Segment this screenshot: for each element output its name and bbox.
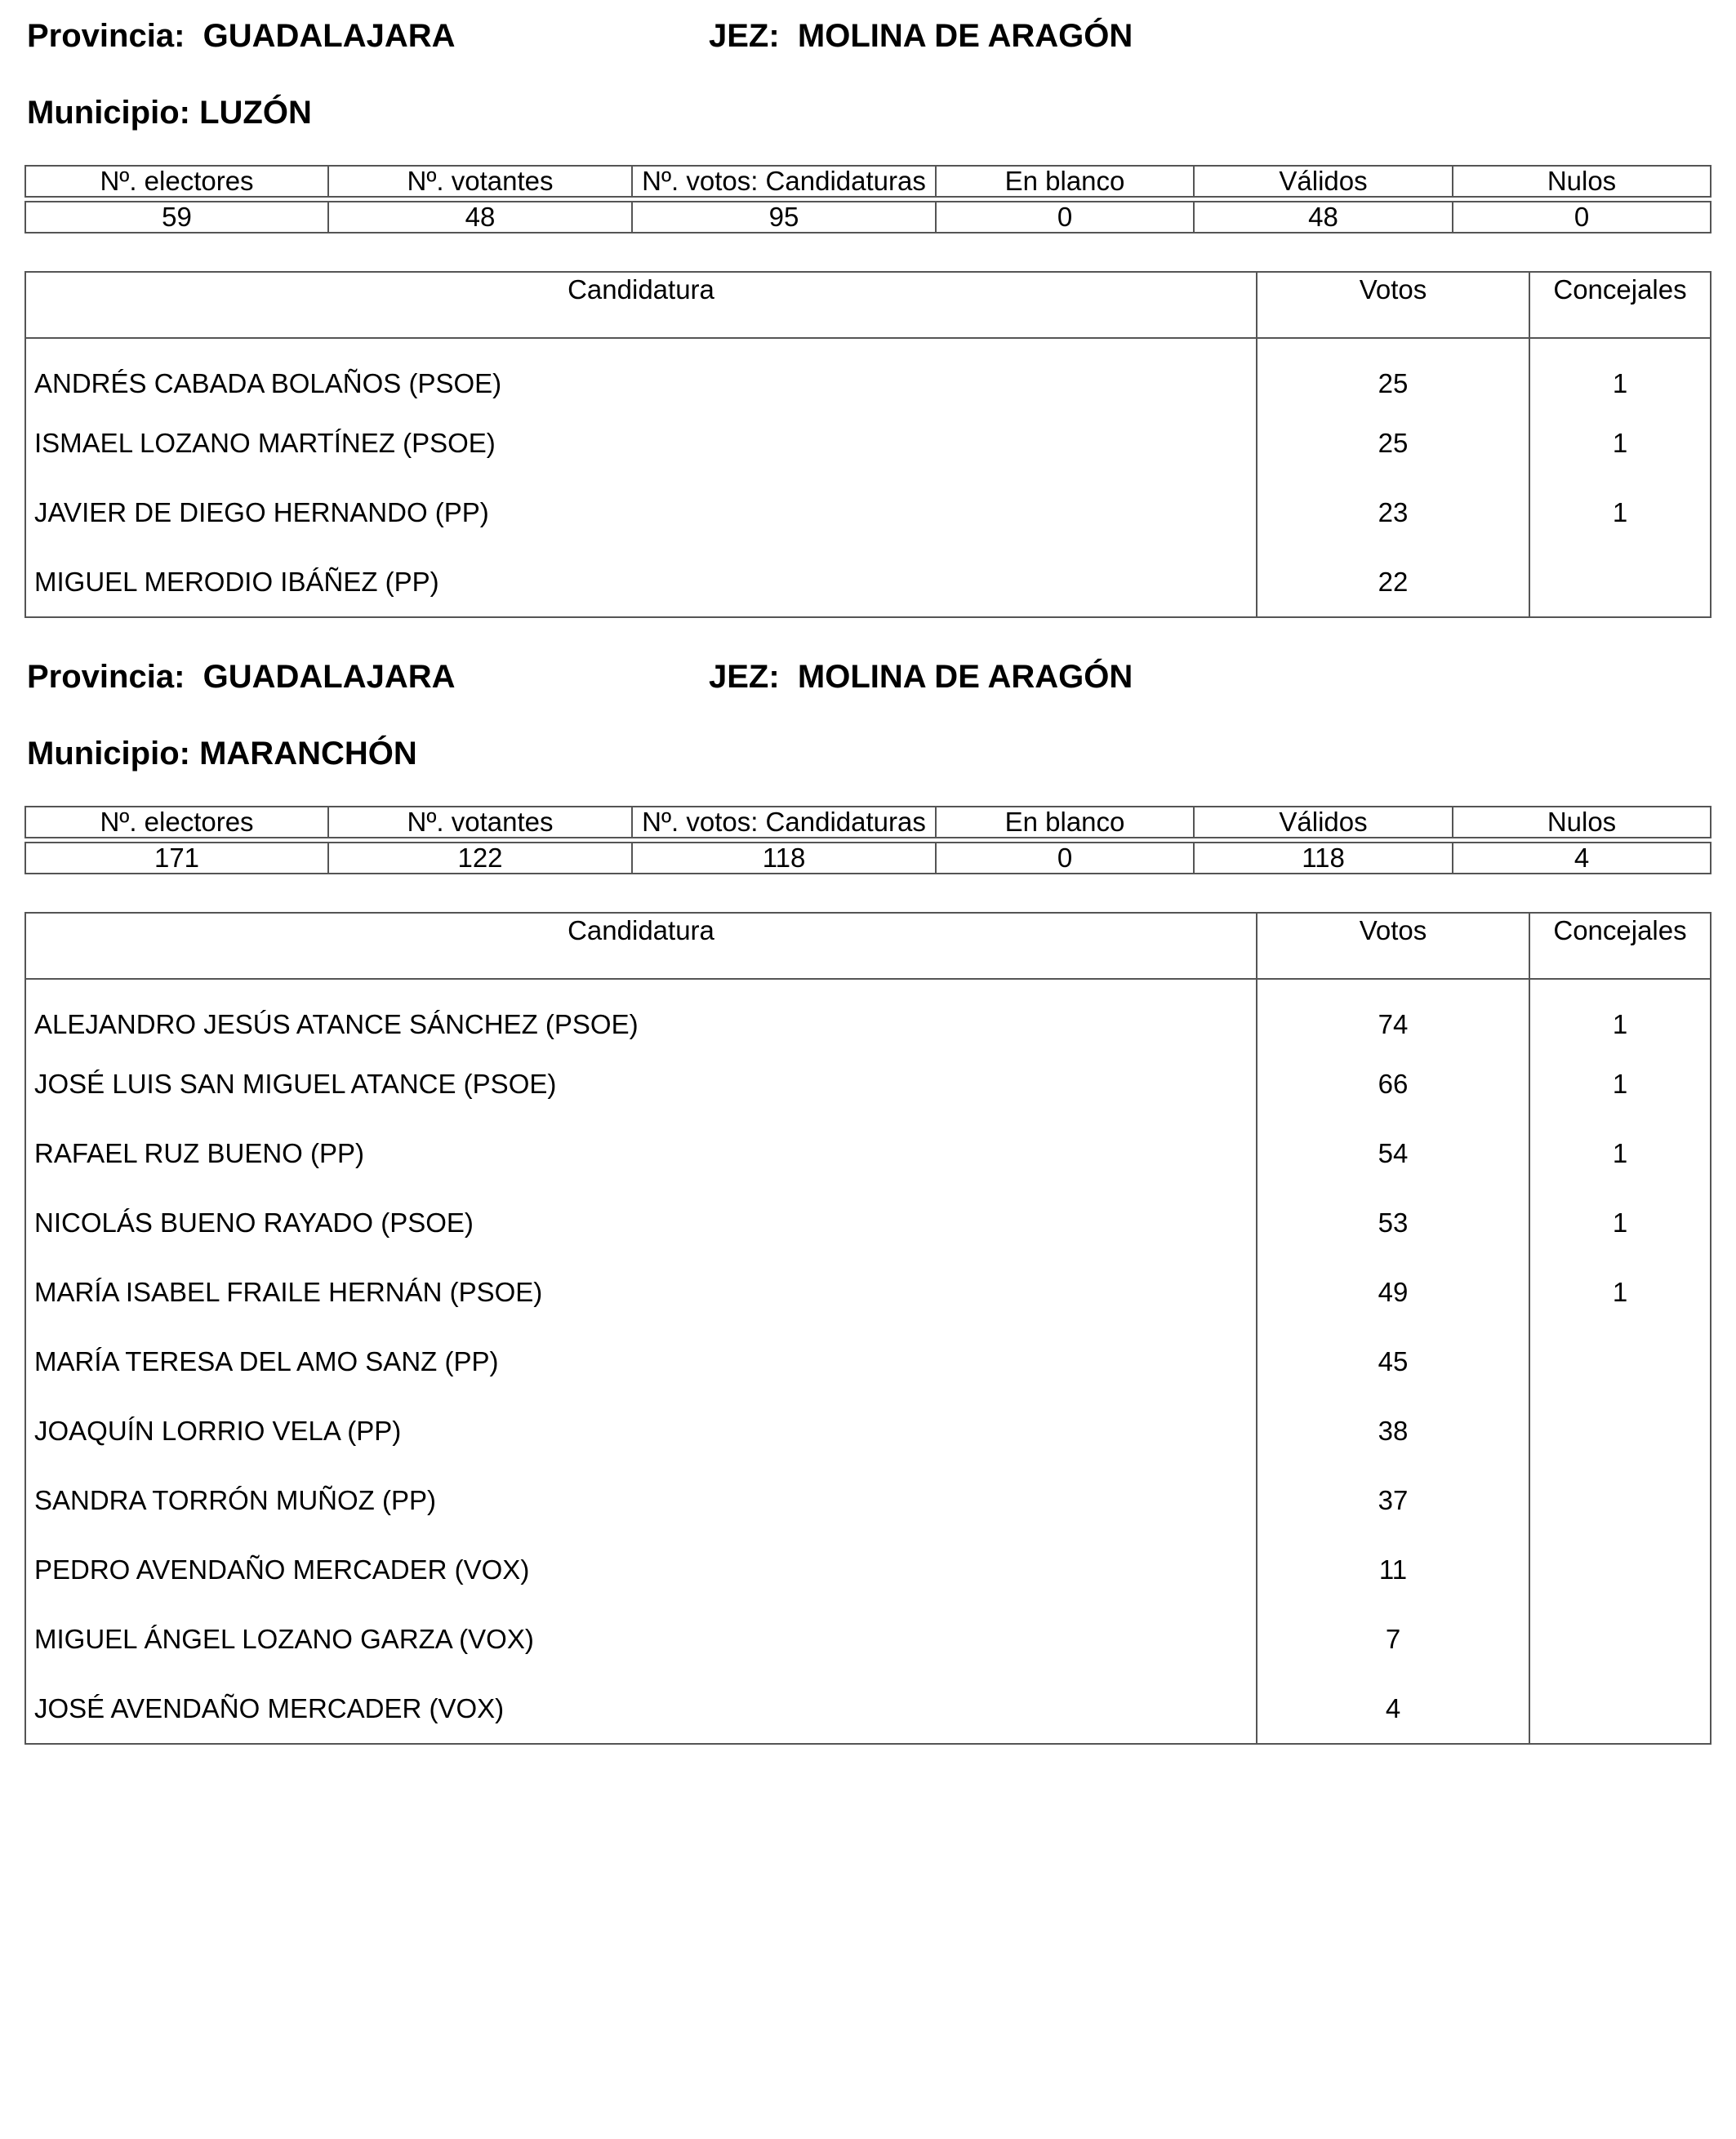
provincia-label: Provincia: [27,659,185,695]
candidate-votos: 66 [1257,1049,1529,1118]
candidate-name: ALEJANDRO JESÚS ATANCE SÁNCHEZ (PSOE) [25,979,1257,1049]
candidate-name: MARÍA TERESA DEL AMO SANZ (PP) [25,1327,1257,1396]
summary-header-cell: Nulos [1453,166,1711,197]
provincia-value: GUADALAJARA [203,18,456,54]
candidate-row [25,1535,1711,1604]
jez-label: JEZ: [709,659,780,695]
candidate-row [25,408,1711,478]
summary-header-cell: Válidos [1194,166,1453,197]
summary-value-row [25,843,1711,874]
jez-value: MOLINA DE ARAGÓN [797,659,1133,695]
jez-label: JEZ: [709,18,780,54]
candidate-name: RAFAEL RUZ BUENO (PP) [25,1118,1257,1188]
candidate-row [25,1604,1711,1674]
candidate-concejales: 1 [1529,1257,1711,1327]
jez-line [709,16,1133,56]
candidate-votos: 38 [1257,1396,1529,1465]
provincia-line [27,657,456,696]
summary-header-cell: Nº. votantes [328,807,632,838]
candidate-name: MARÍA ISABEL FRAILE HERNÁN (PSOE) [25,1257,1257,1327]
municipio-value: LUZÓN [199,95,312,131]
summary-header-row [25,166,1711,197]
municipio-value: MARANCHÓN [199,736,417,772]
summary-header-cell: En blanco [936,166,1194,197]
summary-header-cell: Nulos [1453,807,1711,838]
candidate-row [25,1465,1711,1535]
candidate-name: PEDRO AVENDAÑO MERCADER (VOX) [25,1535,1257,1604]
candidate-votos: 11 [1257,1535,1529,1604]
candidate-votos: 54 [1257,1118,1529,1188]
candidate-votos: 49 [1257,1257,1529,1327]
candidate-row [25,1118,1711,1188]
candidate-votos: 37 [1257,1465,1529,1535]
municipio-label: Municipio: [27,95,190,131]
candidate-name: SANDRA TORRÓN MUÑOZ (PP) [25,1465,1257,1535]
summary-value-cell: 118 [632,843,936,874]
candidate-concejales [1529,1535,1711,1604]
candidate-concejales: 1 [1529,1188,1711,1257]
candidate-row [25,478,1711,547]
candidate-name: MIGUEL MERODIO IBÁÑEZ (PP) [25,547,1257,617]
summary-header-cell: Válidos [1194,807,1453,838]
summary-header-cell: Nº. votos: Candidaturas [632,807,936,838]
summary-value-cell: 0 [936,843,1194,874]
provincia-line [27,16,456,56]
candidate-votos: 4 [1257,1674,1529,1744]
summary-header-cell: Nº. electores [25,807,328,838]
candidate-row [25,1674,1711,1744]
summary-value-cell: 0 [1453,202,1711,233]
candidate-name: MIGUEL ÁNGEL LOZANO GARZA (VOX) [25,1604,1257,1674]
summary-value-cell: 95 [632,202,936,233]
candidate-name: JOSÉ LUIS SAN MIGUEL ATANCE (PSOE) [25,1049,1257,1118]
candidates-header-row [25,913,1711,979]
concejales-header: Concejales [1529,272,1711,338]
provincia-label: Provincia: [27,18,185,54]
summary-value-cell: 118 [1194,843,1453,874]
summary-header-cell: Nº. votos: Candidaturas [632,166,936,197]
summary-header-row [25,807,1711,838]
votos-header: Votos [1257,913,1529,979]
summary-value-cell: 48 [1194,202,1453,233]
concejales-header: Concejales [1529,913,1711,979]
summary-value-cell: 48 [328,202,632,233]
jez-line [709,657,1133,696]
candidate-concejales [1529,1674,1711,1744]
candidate-votos: 23 [1257,478,1529,547]
candidate-name: JOSÉ AVENDAÑO MERCADER (VOX) [25,1674,1257,1744]
candidate-name: ISMAEL LOZANO MARTÍNEZ (PSOE) [25,408,1257,478]
candidate-concejales [1529,1327,1711,1396]
summary-value-cell: 4 [1453,843,1711,874]
candidate-name: JAVIER DE DIEGO HERNANDO (PP) [25,478,1257,547]
summary-value-cell: 59 [25,202,328,233]
candidates-header-row [25,272,1711,338]
municipio-line [27,734,417,773]
candidates-table [24,271,1712,618]
candidates-table [24,912,1712,1745]
candidate-row [25,1188,1711,1257]
summary-header-cell: En blanco [936,807,1194,838]
candidate-concejales: 1 [1529,408,1711,478]
jez-value: MOLINA DE ARAGÓN [797,18,1133,54]
candidate-concejales [1529,1604,1711,1674]
candidate-votos: 7 [1257,1604,1529,1674]
candidate-name: ANDRÉS CABADA BOLAÑOS (PSOE) [25,338,1257,408]
candidate-votos: 25 [1257,338,1529,408]
candidate-row [25,1396,1711,1465]
candidate-concejales [1529,1396,1711,1465]
candidate-concejales: 1 [1529,338,1711,408]
candidate-concejales [1529,547,1711,617]
candidate-concejales: 1 [1529,1049,1711,1118]
candidate-row [25,338,1711,408]
candidate-row [25,1257,1711,1327]
candidate-concejales: 1 [1529,478,1711,547]
summary-header-cell: Nº. votantes [328,166,632,197]
summary-table [24,806,1712,874]
provincia-value: GUADALAJARA [203,659,456,695]
summary-header-cell: Nº. electores [25,166,328,197]
summary-value-cell: 171 [25,843,328,874]
candidate-name: NICOLÁS BUENO RAYADO (PSOE) [25,1188,1257,1257]
candidatura-header: Candidatura [25,913,1257,979]
candidate-votos: 53 [1257,1188,1529,1257]
summary-table [24,165,1712,233]
municipio-label: Municipio: [27,736,190,772]
candidate-row [25,1327,1711,1396]
municipio-line [27,93,312,132]
candidate-votos: 74 [1257,979,1529,1049]
candidate-votos: 45 [1257,1327,1529,1396]
candidate-concejales [1529,1465,1711,1535]
candidate-votos: 25 [1257,408,1529,478]
votos-header: Votos [1257,272,1529,338]
candidate-row [25,1049,1711,1118]
candidatura-header: Candidatura [25,272,1257,338]
summary-value-cell: 0 [936,202,1194,233]
candidate-concejales: 1 [1529,1118,1711,1188]
candidate-votos: 22 [1257,547,1529,617]
candidate-name: JOAQUÍN LORRIO VELA (PP) [25,1396,1257,1465]
summary-value-cell: 122 [328,843,632,874]
candidate-row [25,979,1711,1049]
candidate-row [25,547,1711,617]
candidate-concejales: 1 [1529,979,1711,1049]
summary-value-row [25,202,1711,233]
